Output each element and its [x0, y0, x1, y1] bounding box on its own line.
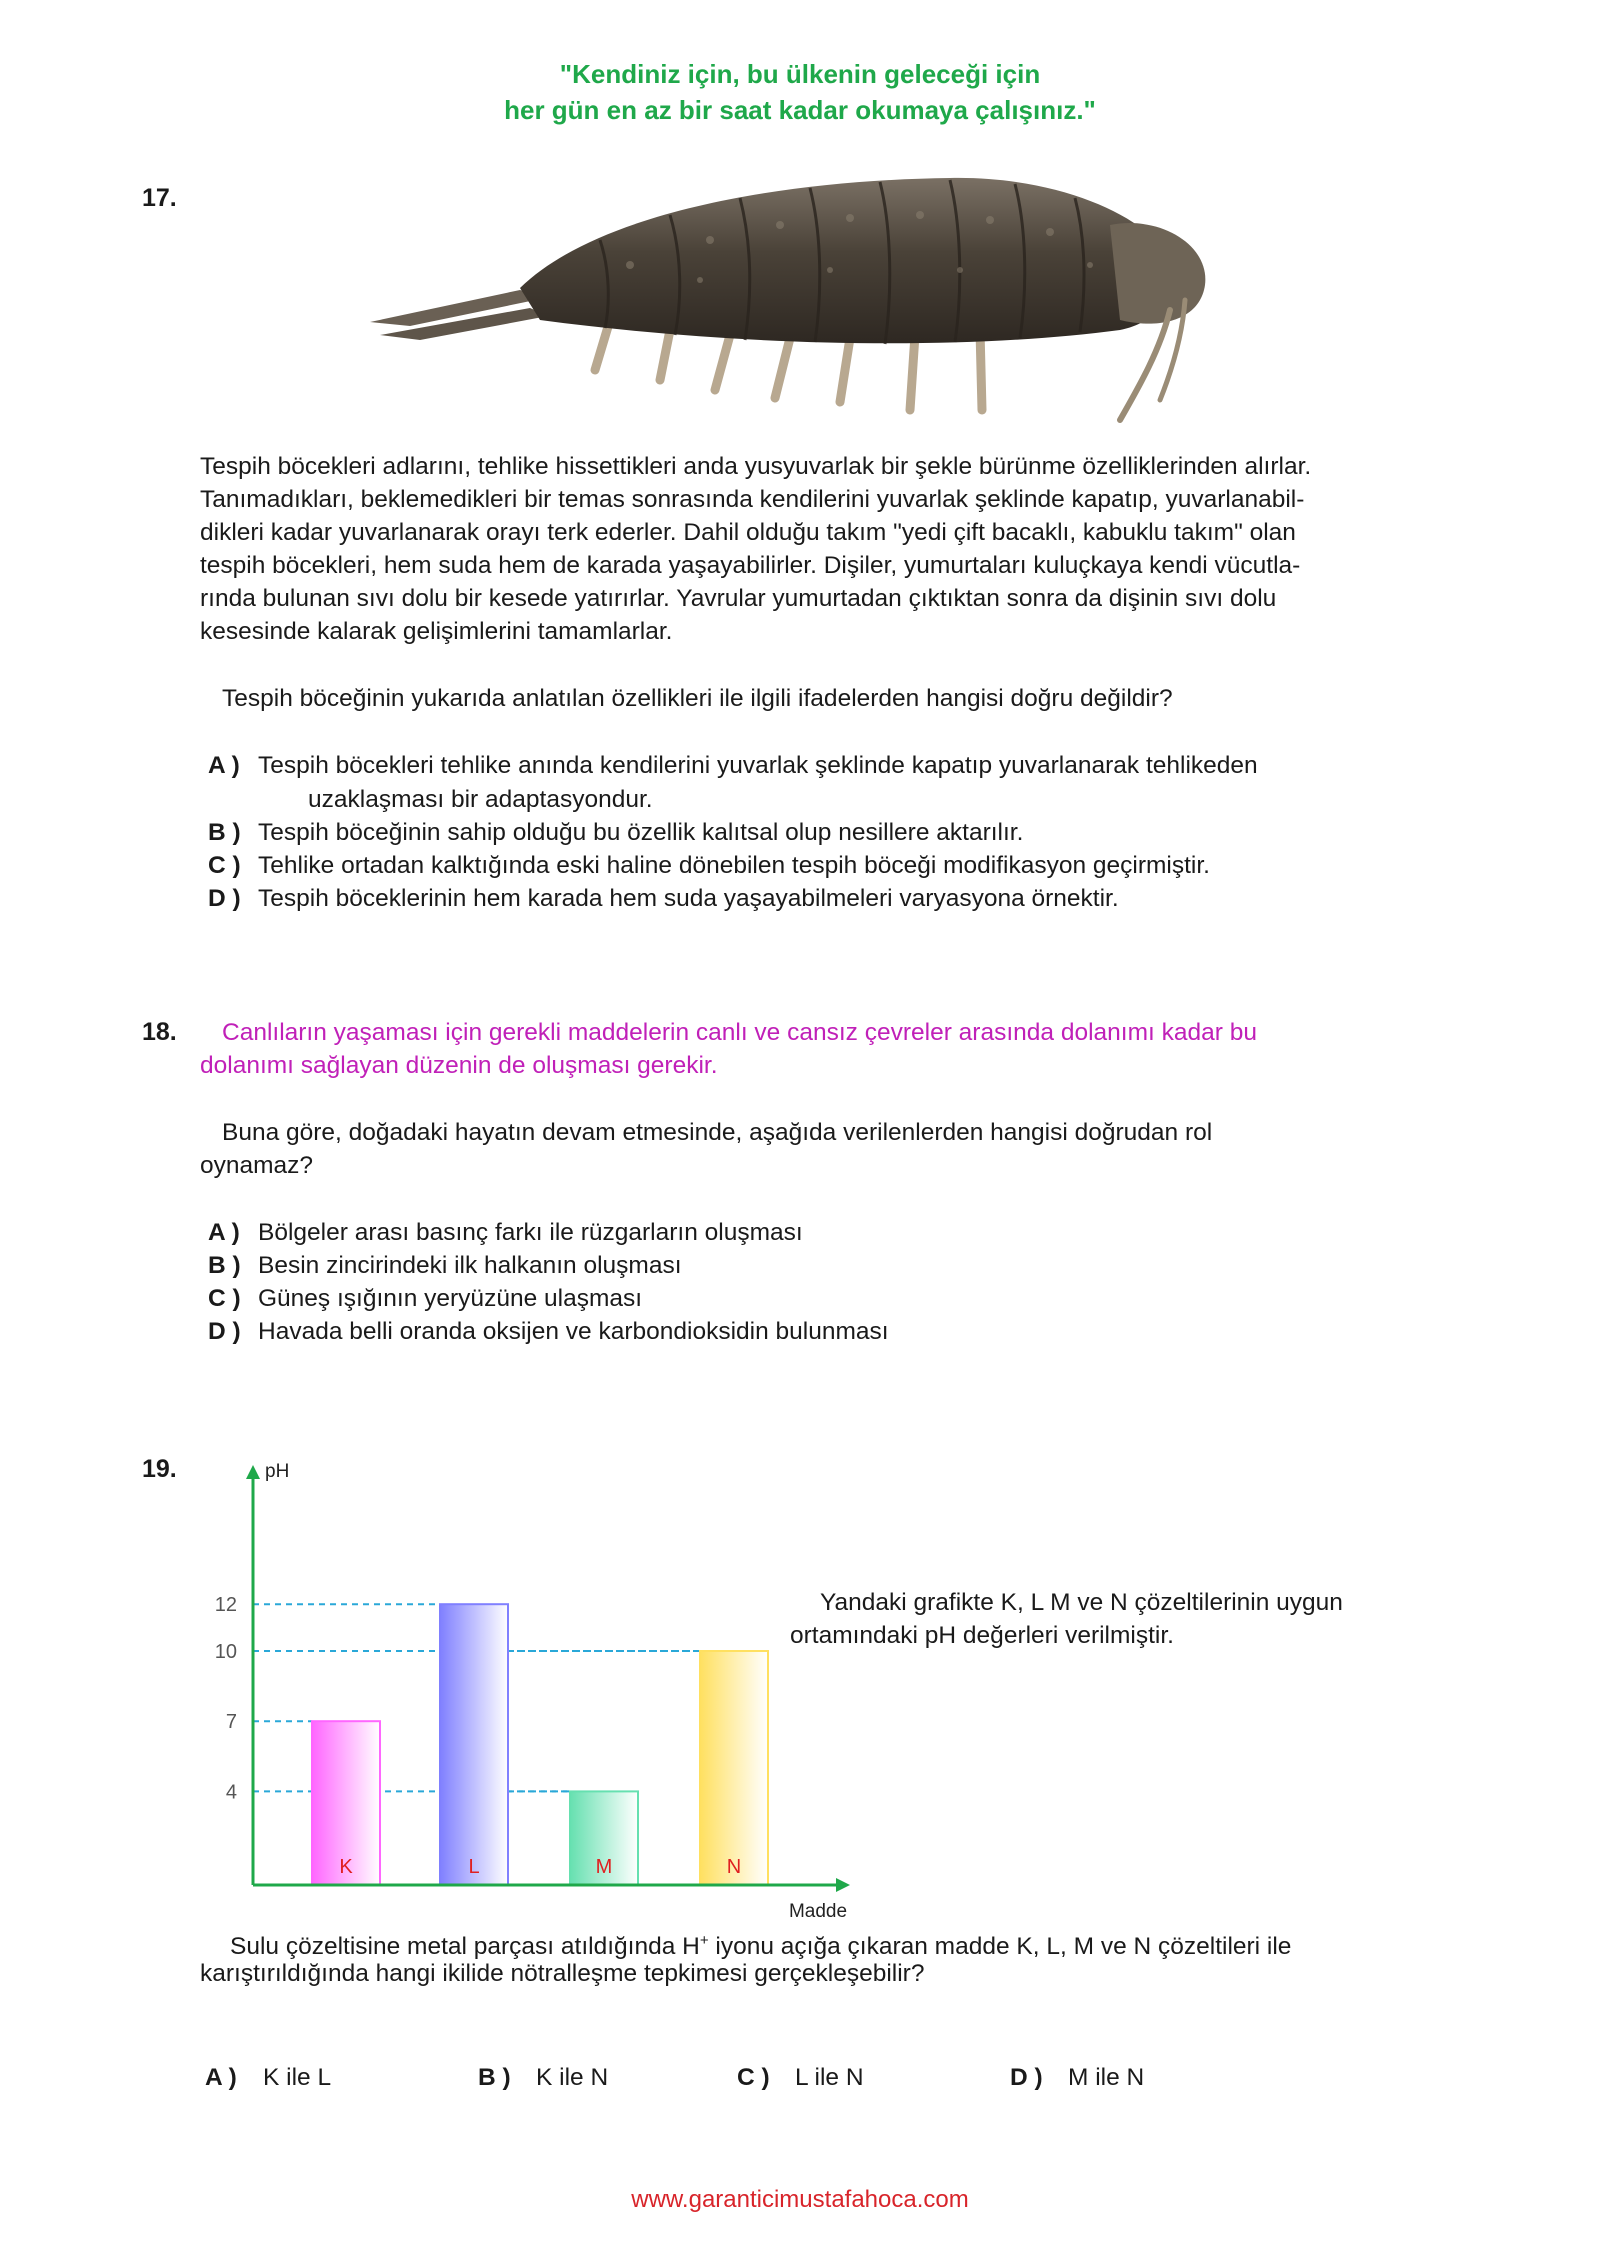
option-letter: D ) [208, 1318, 241, 1345]
option-text: Tespih böcekleri tehlike anında kendilerini yuvarlak şeklinde kapatıp yuvarlanarak tehlikeden [258, 752, 1258, 779]
motto-line-1: "Kendiniz için, bu ülkenin geleceği için [559, 59, 1041, 89]
option-letter: B ) [208, 819, 241, 846]
option-text: M ile N [1068, 2064, 1145, 2091]
q17-passage-line-4: tespih böcekleri, hem suda hem de karada yaşayabilirler. Dişiler, yumurtaları kuluçkaya kendi vücutla- [200, 552, 1301, 579]
q18-intro-line-1: Canlıların yaşaması için gerekli maddelerin canlı ve cansız çevreler arasında dolanımı kadar bu [222, 1019, 1257, 1046]
option-text: K ile L [263, 2064, 332, 2091]
q19-option-c[interactable] [737, 2061, 864, 2095]
q19-option-d[interactable] [1010, 2061, 1144, 2095]
bar-N [700, 1651, 768, 1885]
q19-question-part-2: iyonu açığa çıkaran madde K, L, M ve N çözeltileri ile [708, 1933, 1292, 1961]
q19-side-text-line-1: Yandaki grafikte K, L M ve N çözeltilerinin uygun [820, 1589, 1343, 1616]
bar-label-M: M [595, 1856, 613, 1878]
option-text: Havada belli oranda oksijen ve karbondioksidin bulunması [258, 1318, 889, 1345]
q18-intro-line-2: dolanımı sağlayan düzenin de oluşması gerekir. [200, 1052, 718, 1079]
q17-passage-line-2: Tanımadıkları, beklemedikleri bir temas sonrasında kendilerini yuvarlak şeklinde kapatıp, yuvarlanabil- [200, 486, 1305, 513]
q18-option-d[interactable] [208, 1315, 1448, 1349]
y-tick-label-12: 12 [214, 1594, 237, 1617]
q17-option-c[interactable] [208, 849, 1448, 883]
q17-question: Tespih böceğinin yukarıda anlatılan özellikleri ile ilgili ifadelerden hangisi doğru değildir? [222, 685, 1173, 712]
q17-option-d[interactable] [208, 882, 1448, 916]
q18-question-line-2: oynamaz? [200, 1152, 314, 1179]
bar-label-N: N [726, 1856, 742, 1878]
q19-option-a[interactable] [205, 2061, 331, 2095]
option-letter: A ) [208, 752, 240, 779]
q17-passage-line-1: Tespih böcekleri adlarını, tehlike hissettikleri anda yusyuvarlak bir şekle bürünme özelliklerinden alırlar. [200, 453, 1312, 480]
option-text: Güneş ışığının yeryüzüne ulaşması [258, 1285, 643, 1312]
q18-option-a[interactable] [208, 1216, 1448, 1250]
option-letter: C ) [737, 2064, 770, 2091]
q18-question-line-1: Buna göre, doğadaki hayatın devam etmesinde, aşağıda verilenlerden hangisi doğrudan rol [222, 1119, 1213, 1146]
footer-url[interactable]: www.garanticimustafahoca.com [631, 2186, 969, 2213]
q17-passage-line-5: rında bulunan sıvı dolu bir kesede yatırırlar. Yavrular yumurtadan çıktıktan sonra da dişinin sıvı dolu [200, 585, 1277, 612]
option-letter: A ) [205, 2064, 237, 2091]
option-text-cont: uzaklaşması bir adaptasyondur. [308, 785, 653, 813]
option-letter: D ) [1010, 2064, 1043, 2091]
ph-bar-chart [200, 1445, 880, 1925]
x-axis-arrow [836, 1878, 850, 1892]
y-tick-label-4: 4 [225, 1781, 237, 1804]
option-letter: D ) [208, 885, 241, 912]
question-18-number: 18. [142, 1018, 177, 1046]
q19-question-superscript: + [699, 1932, 709, 1949]
question-19-number: 19. [142, 1455, 177, 1483]
bar-label-L: L [468, 1856, 480, 1878]
option-text: L ile N [795, 2064, 864, 2091]
woodlouse-photo-icon [370, 170, 1230, 432]
option-letter: C ) [208, 852, 241, 879]
question-17-number: 17. [142, 184, 177, 212]
y-tick-label-10: 10 [214, 1641, 237, 1663]
q17-passage-line-3: dikleri kadar yuvarlanarak orayı terk ederler. Dahil olduğu takım "yedi çift bacaklı, kabuklu takım" olan [200, 519, 1296, 546]
option-text: Besin zincirindeki ilk halkanın oluşması [258, 1252, 682, 1279]
option-text: Tespih böceğinin sahip olduğu bu özellik kalıtsal olup nesillere aktarılır. [258, 819, 1024, 846]
y-axis-label: pH [265, 1461, 290, 1482]
q17-passage-line-6: kesesinde kalarak gelişimlerini tamamlarlar. [200, 618, 673, 645]
q19-question-line-2: karıştırıldığında hangi ikilide nötralleşme tepkimesi gerçekleşebilir? [200, 1960, 925, 1987]
x-axis-label: Madde [788, 1901, 848, 1922]
option-text: K ile N [536, 2064, 609, 2091]
option-letter: A ) [208, 1219, 240, 1246]
option-letter: B ) [478, 2064, 511, 2091]
q17-option-a[interactable] [208, 749, 1448, 816]
option-text: Bölgeler arası basınç farkı ile rüzgarların oluşması [258, 1219, 803, 1246]
option-text: Tespih böceklerinin hem karada hem suda yaşayabilmeleri varyasyona örnektir. [258, 885, 1119, 912]
bar-L [440, 1604, 508, 1885]
q17-option-b[interactable] [208, 816, 1448, 850]
y-tick-label-7: 7 [225, 1711, 237, 1734]
q18-option-c[interactable] [208, 1282, 1448, 1316]
option-text: Tehlike ortadan kalktığında eski haline dönebilen tespih böceği modifikasyon geçirmiştir. [258, 852, 1210, 879]
q19-side-text-line-2: ortamındaki pH değerleri verilmiştir. [790, 1622, 1174, 1649]
bar-label-K: K [339, 1856, 353, 1878]
q19-option-b[interactable] [478, 2061, 608, 2095]
motto-line-2: her gün en az bir saat kadar okumaya çalışınız." [504, 95, 1096, 125]
q19-question-part-1: Sulu çözeltisine metal parçası atıldığında H [230, 1933, 700, 1961]
option-letter: B ) [208, 1252, 241, 1279]
y-axis-arrow [246, 1465, 260, 1479]
option-letter: C ) [208, 1285, 241, 1312]
q18-option-b[interactable] [208, 1249, 1448, 1283]
